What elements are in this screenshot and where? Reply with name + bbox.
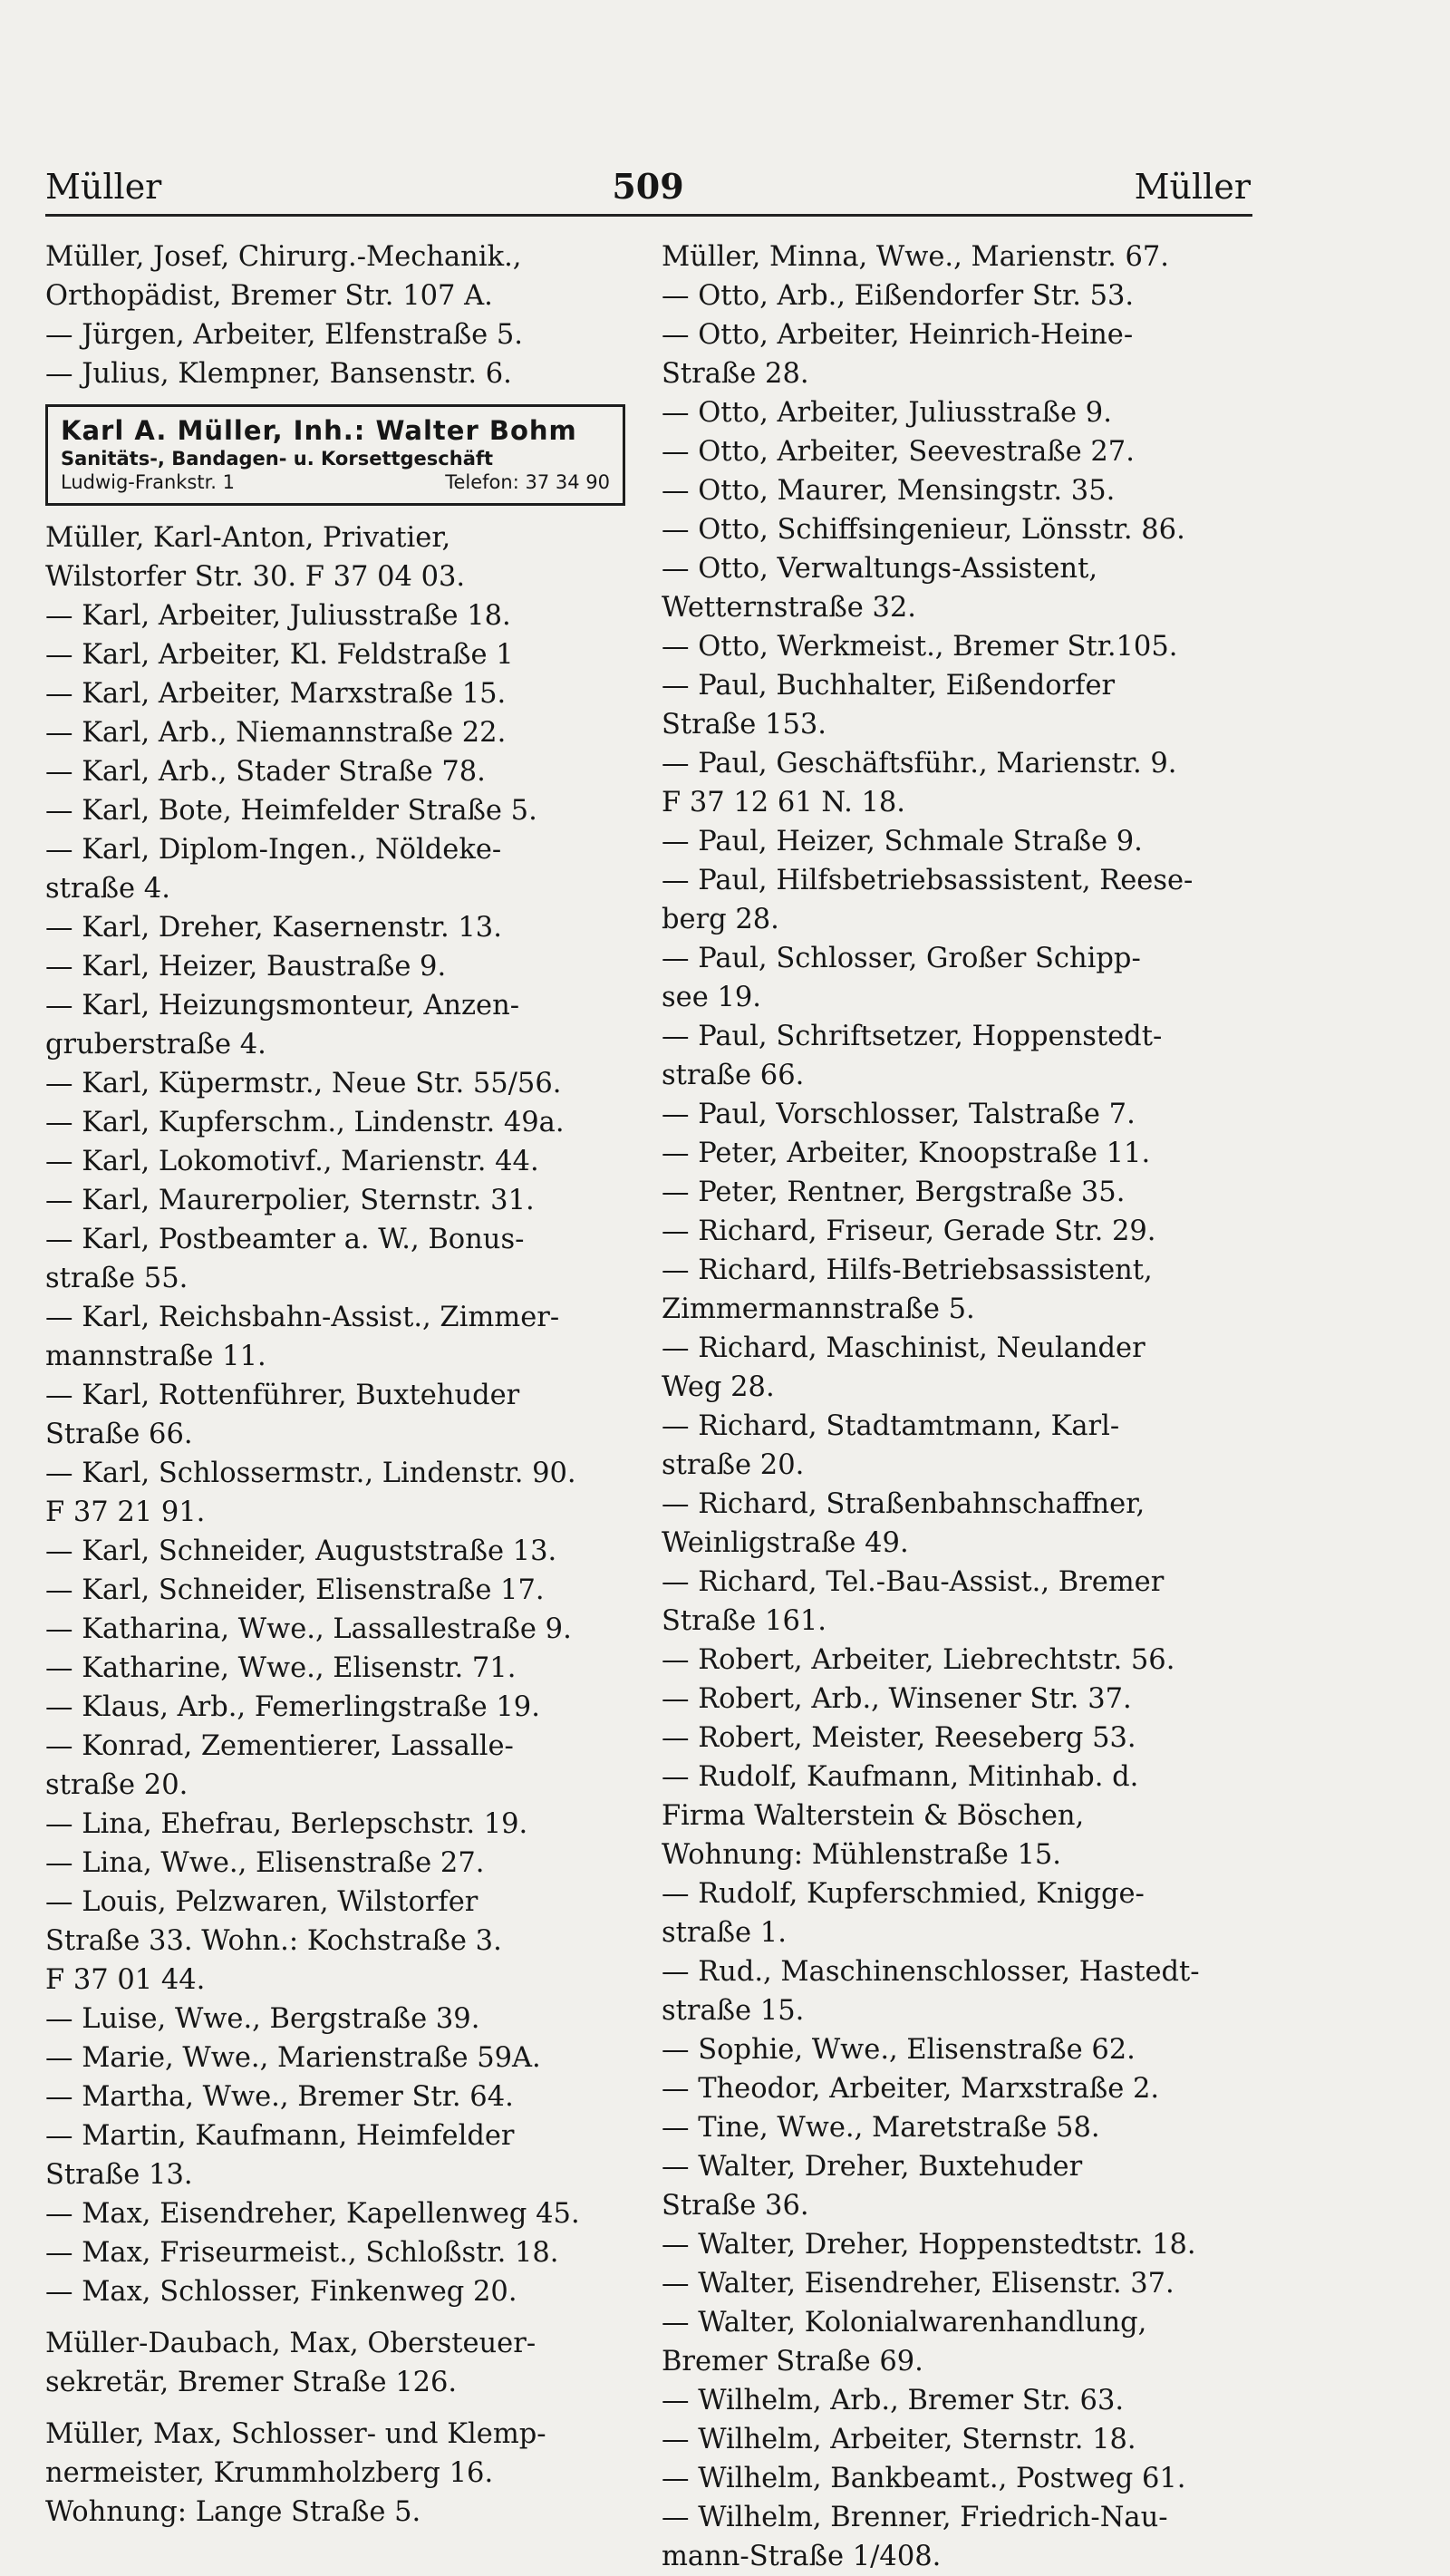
entry-line: — Otto, Arb., Eißendorfer Str. 53.	[662, 280, 1135, 312]
entry-line: — Karl, Maurerpolier, Sternstr. 31.	[45, 1185, 535, 1216]
entry-line: — Paul, Vorschlosser, Talstraße 7.	[662, 1099, 1136, 1130]
entry-line: — Max, Eisendreher, Kapellenweg 45.	[45, 2198, 580, 2230]
entry-line: F 37 12 61 N. 18.	[662, 787, 906, 818]
entry-line: — Karl, Arbeiter, Kl. Feldstraße 1	[45, 639, 514, 671]
entry-line: — Richard, Hilfs-Betriebsassistent,	[662, 1254, 1153, 1286]
entry-line: — Wilhelm, Arb., Bremer Str. 63.	[662, 2385, 1125, 2416]
directory-entry	[45, 2000, 652, 2039]
ad-title: Karl A. Müller, Inh.: Walter Bohm	[61, 415, 577, 446]
entry-line: — Paul, Buchhalter, Eißendorfer	[662, 670, 1116, 702]
entry-line: — Wilhelm, Brenner, Friedrich-Nau-	[662, 2502, 1168, 2533]
entry-line: Wilstorfer Str. 30. F 37 04 03.	[45, 561, 466, 593]
entry-line: — Wilhelm, Bankbeamt., Postweg 61.	[662, 2463, 1186, 2494]
entry-line: Zimmermannstraße 5.	[662, 1293, 975, 1325]
entry-line: — Karl, Reichsbahn-Assist., Zimmer-	[45, 1302, 560, 1333]
spacer	[45, 2311, 652, 2324]
directory-entry	[662, 939, 1269, 1017]
directory-entry	[45, 1220, 652, 1298]
directory-entry	[662, 1329, 1269, 1407]
directory-entry	[662, 276, 1269, 315]
entry-line: — Sophie, Wwe., Elisenstraße 62.	[662, 2034, 1136, 2066]
directory-entry	[45, 354, 652, 393]
directory-entry	[662, 1017, 1269, 1095]
directory-entry	[662, 1952, 1269, 2030]
entry-line: straße 20.	[662, 1449, 805, 1481]
entry-line: — Richard, Friseur, Gerade Str. 29.	[662, 1215, 1156, 1247]
directory-entry	[662, 2264, 1269, 2303]
entry-line: — Karl, Schneider, Auguststraße 13.	[45, 1535, 557, 1567]
directory-entry	[662, 1641, 1269, 1680]
entry-line: Wetternstraße 32.	[662, 592, 916, 624]
entry-line: Bremer Straße 69.	[662, 2346, 923, 2377]
entry-line: — Max, Friseurmeist., Schloßstr. 18.	[45, 2237, 559, 2269]
entry-line: — Katharina, Wwe., Lassallestraße 9.	[45, 1613, 572, 1645]
directory-entry	[45, 1376, 652, 1454]
directory-entry	[45, 674, 652, 713]
directory-entry	[662, 1563, 1269, 1641]
left-top-entries	[45, 237, 652, 393]
directory-entry	[45, 1610, 652, 1649]
entry-line: — Otto, Schiffsingenieur, Lönsstr. 86.	[662, 514, 1185, 546]
entry-line: — Otto, Arbeiter, Heinrich-Heine-	[662, 319, 1134, 351]
directory-entry	[45, 1454, 652, 1532]
entry-line: Müller, Minna, Wwe., Marienstr. 67.	[662, 241, 1169, 273]
entry-line: see 19.	[662, 982, 761, 1013]
directory-entry	[662, 471, 1269, 510]
directory-entry	[662, 1680, 1269, 1719]
entry-line: — Richard, Tel.-Bau-Assist., Bremer	[662, 1566, 1165, 1598]
entry-line: — Walter, Dreher, Buxtehuder	[662, 2151, 1083, 2183]
entry-line: Straße 13.	[45, 2159, 193, 2191]
entry-line: Straße 28.	[662, 358, 809, 390]
entry-line: — Karl, Heizungsmonteur, Anzen-	[45, 990, 520, 1022]
header-rule	[45, 214, 1252, 217]
directory-entry	[45, 908, 652, 947]
directory-entry	[45, 1298, 652, 1376]
directory-entry	[45, 518, 652, 596]
entry-line: Straße 153.	[662, 709, 826, 741]
entry-line: — Wilhelm, Arbeiter, Sternstr. 18.	[662, 2424, 1136, 2455]
entry-line: gruberstraße 4.	[45, 1029, 266, 1060]
directory-entry	[662, 432, 1269, 471]
spacer	[45, 2402, 652, 2415]
entry-line: mann-Straße 1/408.	[662, 2541, 942, 2572]
entry-line: — Paul, Geschäftsführ., Marienstr. 9.	[662, 748, 1177, 780]
entry-line: Weg 28.	[662, 1371, 775, 1403]
entry-line: F 37 21 91.	[45, 1496, 206, 1528]
entry-line: — Karl, Heizer, Baustraße 9.	[45, 951, 447, 983]
entry-line: — Karl, Schneider, Elisenstraße 17.	[45, 1574, 545, 1606]
directory-entry	[45, 2415, 652, 2532]
entry-line: — Paul, Schriftsetzer, Hoppenstedt-	[662, 1021, 1163, 1052]
entry-line: Straße 66.	[45, 1419, 193, 1450]
directory-entry	[662, 2459, 1269, 2498]
directory-entry	[662, 2381, 1269, 2420]
entry-line: — Marie, Wwe., Marienstraße 59A.	[45, 2042, 541, 2074]
entry-line: straße 55.	[45, 1263, 188, 1294]
entry-line: — Paul, Heizer, Schmale Straße 9.	[662, 826, 1143, 857]
entry-line: — Karl, Arb., Niemannstraße 22.	[45, 717, 507, 749]
directory-entry	[662, 549, 1269, 627]
entry-line: — Peter, Rentner, Bergstraße 35.	[662, 1177, 1126, 1208]
entry-line: — Robert, Arbeiter, Liebrechtstr. 56.	[662, 1644, 1175, 1676]
left-column	[45, 237, 652, 2532]
entry-line: — Paul, Hilfsbetriebsassistent, Reese-	[662, 865, 1194, 896]
entry-line: Müller, Max, Schlosser- und Klemp-	[45, 2418, 546, 2450]
directory-entry	[45, 596, 652, 635]
entry-line: straße 1.	[662, 1917, 787, 1949]
entry-line: — Karl, Küpermstr., Neue Str. 55/56.	[45, 1068, 562, 1099]
directory-entry	[45, 2233, 652, 2272]
entry-line: — Peter, Arbeiter, Knoopstraße 11.	[662, 1138, 1151, 1169]
entry-line: — Lina, Wwe., Elisenstraße 27.	[45, 1847, 485, 1879]
entry-line: — Walter, Dreher, Hoppenstedtstr. 18.	[662, 2229, 1196, 2261]
entry-line: Weinligstraße 49.	[662, 1527, 909, 1559]
page-number: 509	[612, 166, 684, 207]
directory-entry	[662, 393, 1269, 432]
directory-entry	[662, 1758, 1269, 1874]
directory-entry	[45, 1103, 652, 1142]
directory-entry	[662, 2069, 1269, 2108]
directory-entry	[45, 1844, 652, 1883]
entry-line: straße 4.	[45, 873, 170, 905]
entry-line: straße 20.	[45, 1769, 188, 1801]
entry-line: — Luise, Wwe., Bergstraße 39.	[45, 2003, 480, 2035]
entry-line: berg 28.	[662, 904, 779, 935]
directory-entry	[662, 2303, 1269, 2381]
directory-entry	[662, 1095, 1269, 1134]
directory-entry	[45, 237, 652, 315]
ad-phone: Telefon: 37 34 90	[445, 471, 610, 493]
entry-line: — Walter, Kolonialwarenhandlung,	[662, 2307, 1147, 2339]
entry-line: — Klaus, Arb., Femerlingstraße 19.	[45, 1691, 540, 1723]
entry-line: — Karl, Arbeiter, Marxstraße 15.	[45, 678, 507, 710]
entry-line: — Robert, Arb., Winsener Str. 37.	[662, 1683, 1132, 1715]
entry-line: Wohnung: Lange Straße 5.	[45, 2496, 421, 2528]
entry-line: — Karl, Rottenführer, Buxtehuder	[45, 1380, 520, 1411]
entry-line: — Otto, Arbeiter, Juliusstraße 9.	[662, 397, 1112, 429]
left-main-entries	[45, 518, 652, 2311]
entry-line: — Walter, Eisendreher, Elisenstr. 37.	[662, 2268, 1174, 2300]
entry-line: — Otto, Arbeiter, Seevestraße 27.	[662, 436, 1135, 468]
entry-line: F 37 01 44.	[45, 1964, 206, 1996]
directory-entry	[662, 2108, 1269, 2147]
entry-line: Straße 161.	[662, 1605, 826, 1637]
directory-entry	[45, 2324, 652, 2402]
directory-entry	[45, 2116, 652, 2194]
entry-line: — Otto, Maurer, Mensingstr. 35.	[662, 475, 1116, 507]
entry-line: — Martha, Wwe., Bremer Str. 64.	[45, 2081, 514, 2113]
entry-line: mannstraße 11.	[45, 1341, 266, 1372]
directory-entry	[45, 635, 652, 674]
directory-entry	[45, 1532, 652, 1571]
directory-entry	[662, 1173, 1269, 1212]
directory-entry	[662, 2225, 1269, 2264]
entry-line: — Jürgen, Arbeiter, Elfenstraße 5.	[45, 319, 524, 351]
page-header	[45, 152, 1251, 207]
entry-line: — Karl, Postbeamter a. W., Bonus-	[45, 1224, 525, 1255]
left-bottom-entries	[45, 2324, 652, 2532]
entry-line: — Konrad, Zementierer, Lassalle-	[45, 1730, 514, 1762]
entry-line: — Martin, Kaufmann, Heimfelder	[45, 2120, 515, 2152]
entry-line: — Karl, Dreher, Kasernenstr. 13.	[45, 912, 502, 944]
directory-entry	[45, 315, 652, 354]
directory-entry	[45, 2194, 652, 2233]
entry-line: straße 66.	[662, 1060, 805, 1091]
directory-entry	[45, 1805, 652, 1844]
entry-line: Straße 36.	[662, 2190, 809, 2222]
directory-entry	[662, 861, 1269, 939]
entry-line: — Lina, Ehefrau, Berlepschstr. 19.	[45, 1808, 528, 1840]
entry-line: — Rud., Maschinenschlosser, Hastedt-	[662, 1956, 1200, 1988]
directory-entry	[662, 1407, 1269, 1485]
directory-entry	[662, 237, 1269, 276]
directory-entry	[662, 822, 1269, 861]
ad-contact	[61, 470, 610, 494]
entry-line: Müller-Daubach, Max, Obersteuer-	[45, 2328, 536, 2359]
directory-entry	[662, 510, 1269, 549]
header-left-name: Müller	[45, 167, 162, 207]
directory-entry	[45, 1688, 652, 1727]
entry-line: — Richard, Straßenbahnschaffner,	[662, 1488, 1146, 1520]
entry-line: — Karl, Arbeiter, Juliusstraße 18.	[45, 600, 511, 632]
right-column	[662, 237, 1269, 2576]
directory-entry	[45, 752, 652, 791]
entry-line: — Karl, Kupferschm., Lindenstr. 49a.	[45, 1107, 565, 1138]
directory-entry	[45, 830, 652, 908]
entry-line: — Karl, Bote, Heimfelder Straße 5.	[45, 795, 537, 827]
directory-entry	[45, 791, 652, 830]
entry-line: Wohnung: Mühlenstraße 15.	[662, 1839, 1061, 1871]
directory-entry	[45, 2039, 652, 2077]
header-right-name: Müller	[1134, 167, 1251, 207]
directory-entry	[45, 1142, 652, 1181]
entry-line: — Karl, Lokomotivf., Marienstr. 44.	[45, 1146, 539, 1177]
directory-entry	[45, 2272, 652, 2311]
directory-entry	[45, 713, 652, 752]
directory-entry	[662, 1874, 1269, 1952]
entry-line: — Otto, Werkmeist., Bremer Str.105.	[662, 631, 1178, 663]
directory-entry	[662, 2420, 1269, 2459]
directory-entry	[45, 1883, 652, 2000]
entry-line: — Rudolf, Kaufmann, Mitinhab. d.	[662, 1761, 1139, 1793]
entry-line: — Richard, Stadtamtmann, Karl-	[662, 1410, 1120, 1442]
directory-entry	[662, 1134, 1269, 1173]
directory-entry	[45, 1181, 652, 1220]
entry-line: — Theodor, Arbeiter, Marxstraße 2.	[662, 2073, 1160, 2105]
ad-address: Ludwig-Frankstr. 1	[61, 471, 236, 493]
directory-entry	[662, 666, 1269, 744]
entry-line: — Tine, Wwe., Maretstraße 58.	[662, 2112, 1100, 2144]
entry-line: — Paul, Schlosser, Großer Schipp-	[662, 943, 1141, 974]
advertisement-box	[45, 404, 625, 506]
entry-line: Straße 33. Wohn.: Kochstraße 3.	[45, 1925, 502, 1957]
entry-line: nermeister, Krummholzberg 16.	[45, 2457, 494, 2489]
entry-line: — Katharine, Wwe., Elisenstr. 71.	[45, 1652, 517, 1684]
entry-line: — Otto, Verwaltungs-Assistent,	[662, 553, 1098, 585]
entry-line: Orthopädist, Bremer Str. 107 A.	[45, 280, 493, 312]
directory-entry	[662, 1251, 1269, 1329]
entry-line: — Robert, Meister, Reeseberg 53.	[662, 1722, 1136, 1754]
directory-entry	[662, 1212, 1269, 1251]
directory-entry	[662, 2498, 1269, 2576]
entry-line: Müller, Josef, Chirurg.-Mechanik.,	[45, 241, 522, 273]
directory-entry	[45, 986, 652, 1064]
entry-line: — Karl, Diplom-Ingen., Nöldeke-	[45, 834, 502, 866]
directory-entry	[662, 2147, 1269, 2225]
directory-entry	[45, 947, 652, 986]
directory-entry	[662, 1485, 1269, 1563]
ad-business: Sanitäts-, Bandagen- u. Korsettgeschäft	[61, 448, 494, 470]
directory-entry	[662, 744, 1269, 822]
entry-line: — Richard, Maschinist, Neulander	[662, 1332, 1146, 1364]
directory-entry	[45, 1064, 652, 1103]
entry-line: — Louis, Pelzwaren, Wilstorfer	[45, 1886, 478, 1918]
directory-entry	[45, 1649, 652, 1688]
entry-line: Müller, Karl-Anton, Privatier,	[45, 522, 451, 554]
entry-line: — Rudolf, Kupferschmied, Knigge-	[662, 1878, 1145, 1910]
entry-line: sekretär, Bremer Straße 126.	[45, 2367, 458, 2398]
entry-line: — Karl, Schlossermstr., Lindenstr. 90.	[45, 1457, 576, 1489]
directory-entry	[662, 2030, 1269, 2069]
right-main-entries	[662, 237, 1269, 2576]
directory-entry	[662, 627, 1269, 666]
entry-line: — Karl, Arb., Stader Straße 78.	[45, 756, 486, 788]
directory-entry	[45, 2077, 652, 2116]
directory-entry	[45, 1571, 652, 1610]
entry-line: Firma Walterstein & Böschen,	[662, 1800, 1085, 1832]
entry-line: — Julius, Klempner, Bansenstr. 6.	[45, 358, 512, 390]
entry-line: straße 15.	[662, 1995, 805, 2027]
directory-entry	[45, 1727, 652, 1805]
directory-entry	[662, 315, 1269, 393]
directory-entry	[662, 1719, 1269, 1758]
entry-line: — Max, Schlosser, Finkenweg 20.	[45, 2276, 517, 2308]
